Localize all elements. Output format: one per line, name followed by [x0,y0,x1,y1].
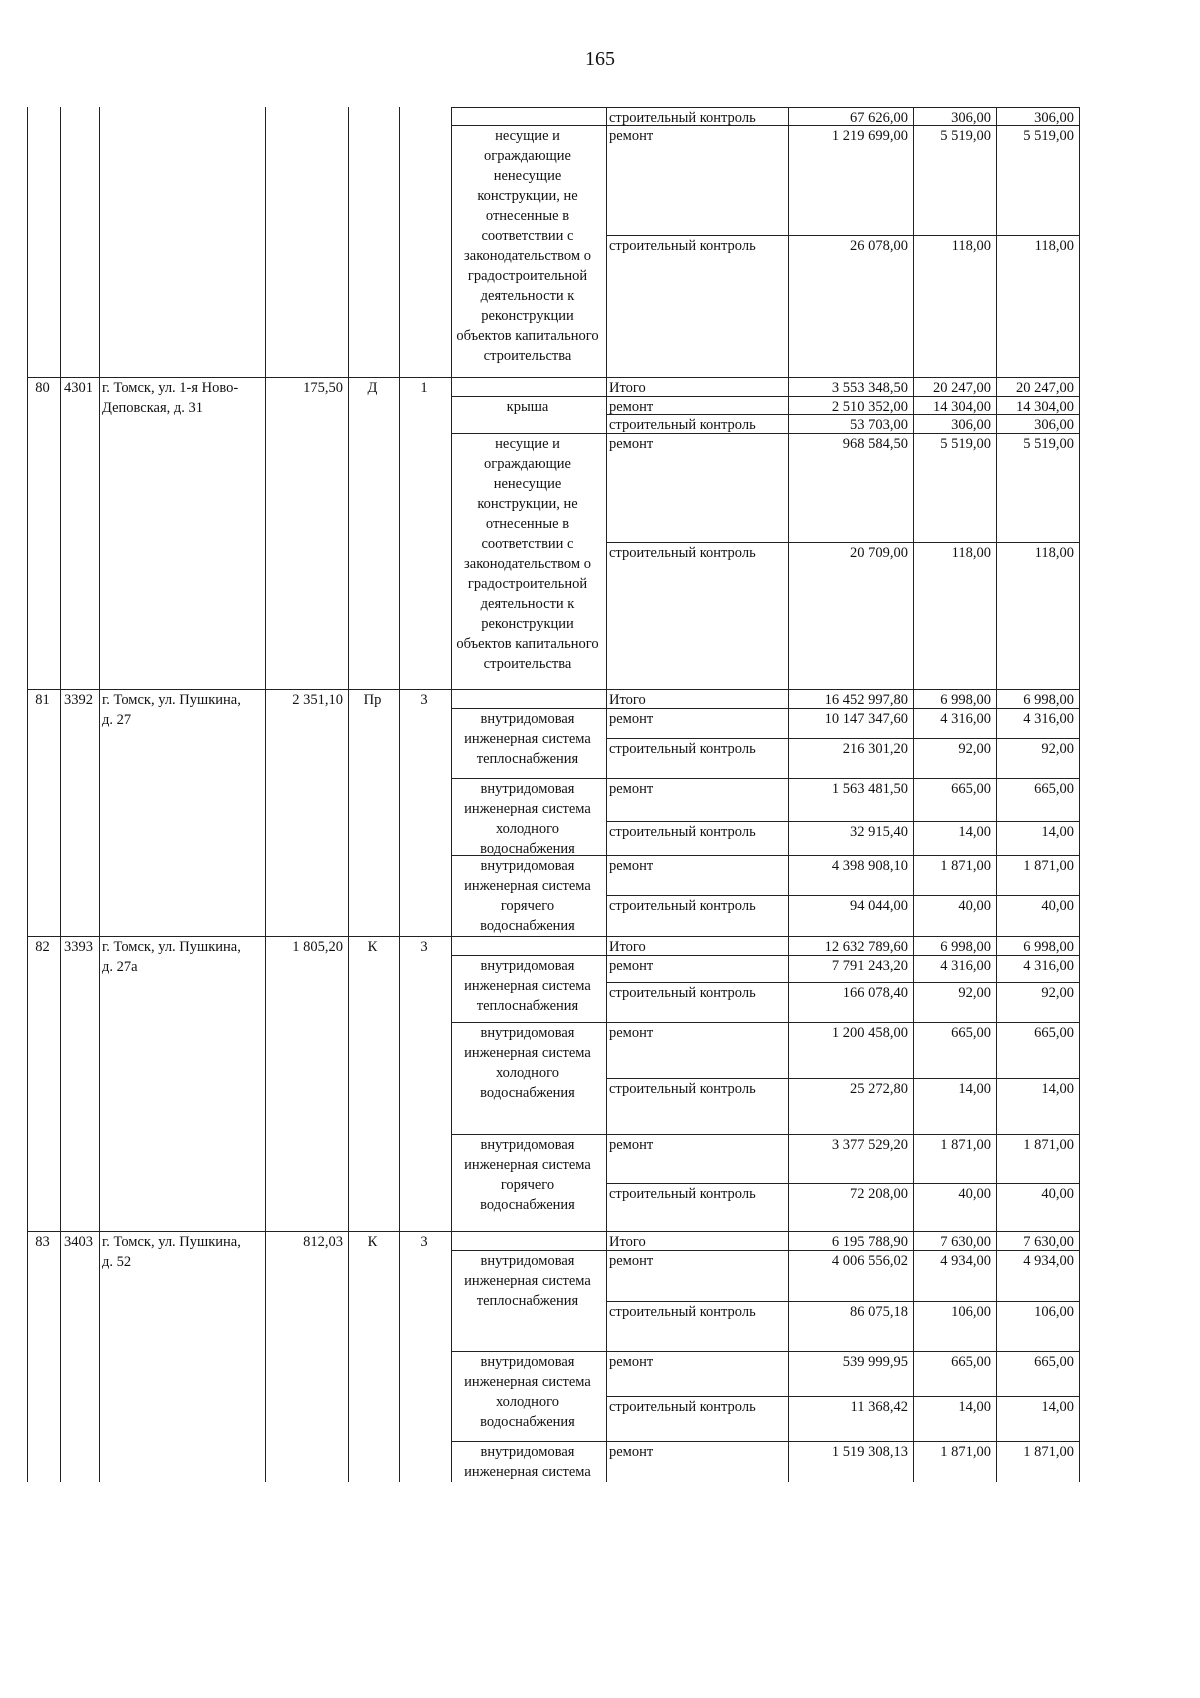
row-unit-cost: 306,00 [951,417,991,433]
record-address: г. Томск, ул. Пушкина, д. 27а [102,939,241,975]
row-unit-cost: 40,00 [958,1186,991,1202]
row-cost: 6 195 788,90 [831,1234,908,1250]
record-id: 3393 [64,939,93,955]
row-unit-cost: 14,00 [958,824,991,840]
column-line [60,107,61,1482]
row-unit-cost: 4 934,00 [940,1253,991,1269]
row-limit: 306,00 [1034,110,1074,126]
row-work-type: ремонт [609,128,654,144]
row-cost: 16 452 997,80 [824,692,908,708]
row-unit-cost: 6 998,00 [940,939,991,955]
row-unit-cost: 14,00 [958,1081,991,1097]
row-work-type: строительный контроль [609,545,756,561]
row-limit: 14,00 [1041,824,1074,840]
row-limit: 5 519,00 [1023,436,1074,452]
row-work-type: строительный контроль [609,1186,756,1202]
column-line [265,107,266,1482]
row-element: внутридомовая инженерная система горячего водоснабжения [464,1137,591,1213]
record-id: 4301 [64,380,93,396]
row-work-type: ремонт [609,711,654,727]
row-unit-cost: 4 316,00 [940,958,991,974]
row-cost: 4 398 908,10 [831,858,908,874]
row-work-type: строительный контроль [609,110,756,126]
row-cost: 1 200 458,00 [831,1025,908,1041]
record-category: К [367,939,378,955]
row-unit-cost: 665,00 [951,1025,991,1041]
column-line [996,107,997,1482]
row-limit: 1 871,00 [1023,1137,1074,1153]
row-element: внутридомовая инженерная система холодного водоснабжения [464,781,591,857]
column-line [399,107,400,1482]
row-cost: 25 272,80 [850,1081,908,1097]
row-limit: 4 316,00 [1023,711,1074,727]
row-work-type: ремонт [609,958,654,974]
row-cost: 20 709,00 [850,545,908,561]
row-unit-cost: 92,00 [958,985,991,1001]
row-work-type: строительный контроль [609,238,756,254]
row-cost: 216 301,20 [842,741,908,757]
row-element: внутридомовая инженерная система [464,1444,591,1480]
row-element: внутридомовая инженерная система теплоснабжения [464,1253,591,1309]
column-line [913,107,914,1482]
row-unit-cost: 7 630,00 [940,1234,991,1250]
row-unit-cost: 92,00 [958,741,991,757]
row-limit: 106,00 [1034,1304,1074,1320]
row-unit-cost: 4 316,00 [940,711,991,727]
row-unit-cost: 6 998,00 [940,692,991,708]
row-work-type: строительный контроль [609,1399,756,1415]
row-work-type: ремонт [609,399,654,415]
row-cost: 86 075,18 [850,1304,908,1320]
row-work-type: Итого [609,380,646,396]
row-cost: 2 510 352,00 [831,399,908,415]
row-cost: 11 368,42 [850,1399,908,1415]
row-limit: 92,00 [1041,741,1074,757]
row-work-type: строительный контроль [609,1081,756,1097]
row-element: внутридомовая инженерная система холодного водоснабжения [464,1025,591,1101]
row-work-type: ремонт [609,1253,654,1269]
record-address: г. Томск, ул. 1-я Ново- Деповская, д. 31 [102,380,239,416]
page-number: 165 [585,48,615,70]
row-cost: 1 219 699,00 [831,128,908,144]
row-limit: 1 871,00 [1023,1444,1074,1460]
record-number: 82 [35,939,50,955]
row-work-type: ремонт [609,781,654,797]
row-limit: 14 304,00 [1016,399,1074,415]
column-line [606,107,607,1482]
row-unit-cost: 306,00 [951,110,991,126]
row-limit: 665,00 [1034,1025,1074,1041]
row-element: внутридомовая инженерная система теплоснабжения [464,958,591,1014]
row-work-type: Итого [609,692,646,708]
row-work-type: строительный контроль [609,898,756,914]
row-limit: 665,00 [1034,1354,1074,1370]
row-limit: 118,00 [1034,545,1074,561]
row-unit-cost: 5 519,00 [940,436,991,452]
row-element: крыша [506,399,549,415]
row-cost: 10 147 347,60 [824,711,908,727]
row-unit-cost: 1 871,00 [940,858,991,874]
row-cost: 12 632 789,60 [824,939,908,955]
row-unit-cost: 118,00 [951,545,991,561]
row-limit: 5 519,00 [1023,128,1074,144]
column-line [348,107,349,1482]
record-area: 2 351,10 [292,692,343,708]
row-cost: 3 553 348,50 [831,380,908,396]
record-address: г. Томск, ул. Пушкина, д. 27 [102,692,241,728]
column-line [451,107,452,1482]
record-area: 1 805,20 [292,939,343,955]
record-id: 3392 [64,692,93,708]
row-cost: 7 791 243,20 [831,958,908,974]
row-limit: 40,00 [1041,898,1074,914]
row-work-type: ремонт [609,858,654,874]
row-limit: 14,00 [1041,1081,1074,1097]
row-unit-cost: 40,00 [958,898,991,914]
row-limit: 20 247,00 [1016,380,1074,396]
row-work-type: ремонт [609,1444,654,1460]
row-work-type: строительный контроль [609,985,756,1001]
row-work-type: Итого [609,939,646,955]
row-element: внутридомовая инженерная система холодного водоснабжения [464,1354,591,1430]
row-cost: 94 044,00 [850,898,908,914]
row-limit: 6 998,00 [1023,939,1074,955]
record-area: 812,03 [303,1234,343,1250]
row-limit: 7 630,00 [1023,1234,1074,1250]
row-unit-cost: 14 304,00 [933,399,991,415]
row-cost: 72 208,00 [850,1186,908,1202]
row-limit: 306,00 [1034,417,1074,433]
row-unit-cost: 118,00 [951,238,991,254]
row-unit-cost: 665,00 [951,781,991,797]
row-unit-cost: 1 871,00 [940,1444,991,1460]
record-number: 80 [35,380,50,396]
record-floors: 3 [420,692,428,708]
row-unit-cost: 20 247,00 [933,380,991,396]
record-category: Пр [363,692,382,708]
row-unit-cost: 665,00 [951,1354,991,1370]
record-number: 81 [35,692,50,708]
row-work-type: Итого [609,1234,646,1250]
row-work-type: строительный контроль [609,824,756,840]
row-work-type: ремонт [609,1025,654,1041]
row-work-type: ремонт [609,1137,654,1153]
row-limit: 6 998,00 [1023,692,1074,708]
row-cost: 4 006 556,02 [831,1253,908,1269]
row-cost: 968 584,50 [842,436,908,452]
row-element: несущие и ограждающие ненесущие конструкции, не отнесенные в соответствии с законодательством о градостроительной деятельности к реконструкции объектов капитального строительства [456,128,599,364]
row-work-type: ремонт [609,1354,654,1370]
row-cost: 32 915,40 [850,824,908,840]
row-element: внутридомовая инженерная система горячего водоснабжения [464,858,591,934]
row-cost: 1 563 481,50 [831,781,908,797]
record-floors: 1 [420,380,428,396]
row-limit: 40,00 [1041,1186,1074,1202]
record-address: г. Томск, ул. Пушкина, д. 52 [102,1234,241,1270]
row-limit: 4 934,00 [1023,1253,1074,1269]
record-id: 3403 [64,1234,93,1250]
row-unit-cost: 1 871,00 [940,1137,991,1153]
record-category: К [367,1234,378,1250]
record-category: Д [367,380,378,396]
row-cost: 53 703,00 [850,417,908,433]
row-cost: 166 078,40 [842,985,908,1001]
row-work-type: ремонт [609,436,654,452]
row-cost: 539 999,95 [842,1354,908,1370]
row-cost: 1 519 308,13 [831,1444,908,1460]
row-element: внутридомовая инженерная система теплоснабжения [464,711,591,767]
row-limit: 118,00 [1034,238,1074,254]
record-number: 83 [35,1234,50,1250]
row-work-type: строительный контроль [609,741,756,757]
row-limit: 92,00 [1041,985,1074,1001]
row-limit: 4 316,00 [1023,958,1074,974]
row-limit: 1 871,00 [1023,858,1074,874]
row-unit-cost: 14,00 [958,1399,991,1415]
record-floors: 3 [420,1234,428,1250]
row-cost: 67 626,00 [850,110,908,126]
row-work-type: строительный контроль [609,1304,756,1320]
column-line [99,107,100,1482]
row-cost: 3 377 529,20 [831,1137,908,1153]
column-line [27,107,28,1482]
column-line [1079,107,1080,1482]
row-unit-cost: 106,00 [951,1304,991,1320]
row-work-type: строительный контроль [609,417,756,433]
record-floors: 3 [420,939,428,955]
row-limit: 14,00 [1041,1399,1074,1415]
row-cost: 26 078,00 [850,238,908,254]
record-area: 175,50 [303,380,343,396]
row-element: несущие и ограждающие ненесущие конструкции, не отнесенные в соответствии с законодательством о градостроительной деятельности к реконструкции объектов капитального строительства [456,436,599,672]
row-limit: 665,00 [1034,781,1074,797]
column-line [788,107,789,1482]
row-unit-cost: 5 519,00 [940,128,991,144]
